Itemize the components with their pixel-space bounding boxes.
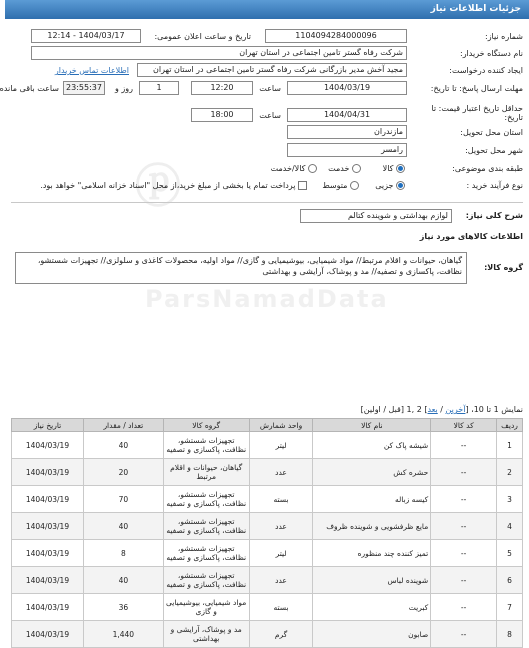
- announce-label: تاریخ و ساعت اعلان عمومی:: [154, 32, 251, 41]
- buyer-label: نام دستگاه خریدار:: [460, 49, 523, 58]
- need-date-cell: 1404/03/19: [12, 567, 84, 594]
- item-name-cell: مایع ظرفشویی و شوینده ظروف: [313, 513, 431, 540]
- row-number-cell: 1: [497, 432, 523, 459]
- deadline-date-field: 1404/03/19: [287, 81, 407, 95]
- days-remaining-field: 1: [139, 81, 179, 95]
- watermark-text: ParsNamadData: [145, 285, 389, 313]
- quantity-cell: 1,440: [83, 621, 163, 648]
- group-cell: تجهیزات شستشو، نظافت، پاکسازی و تصفیه: [163, 513, 249, 540]
- row-number-cell: 3: [497, 486, 523, 513]
- category-label: طبقه بندی موضوعی:: [452, 164, 523, 173]
- pager-last-link[interactable]: آخرین: [445, 405, 466, 414]
- divider: [11, 202, 523, 203]
- time-remaining-label: ساعت باقی مانده: [0, 84, 59, 93]
- group-cell: تجهیزات شستشو، نظافت، پاکسازی و تصفیه: [163, 432, 249, 459]
- table-row[interactable]: [12, 513, 523, 540]
- row-number-cell: 7: [497, 594, 523, 621]
- item-name-cell: شیشه پاک کن: [313, 432, 431, 459]
- item-name-cell: کبریت: [313, 594, 431, 621]
- col-item-code: کد کالا: [431, 419, 497, 432]
- announce-field: 1404/03/17 - 12:14: [31, 29, 141, 43]
- creator-field: مجید آخش مدیر بازرگانی شرکت رفاه گستر تامین اجتماعی در استان تهران: [137, 63, 407, 77]
- table-row[interactable]: [12, 567, 523, 594]
- table-row[interactable]: [12, 486, 523, 513]
- days-label: روز و: [115, 84, 133, 93]
- row-number-cell: 6: [497, 567, 523, 594]
- validity-label: حداقل تاریخ اعتبار قیمت: تا تاریخ:: [431, 104, 523, 122]
- group-cell: تجهیزات شستشو، نظافت، پاکسازی و تصفیه: [163, 540, 249, 567]
- buyer-contact-link[interactable]: اطلاعات تماس خریدار: [54, 66, 129, 75]
- item-name-cell: کیسه زباله: [313, 486, 431, 513]
- col-need-date: تاریخ نیاز: [12, 419, 84, 432]
- quantity-cell: 8: [83, 540, 163, 567]
- checkbox-icon: [298, 181, 307, 190]
- item-code-cell: --: [431, 594, 497, 621]
- unit-cell: بسته: [249, 486, 313, 513]
- unit-cell: بسته: [249, 594, 313, 621]
- unit-cell: عدد: [249, 567, 313, 594]
- quantity-cell: 40: [83, 432, 163, 459]
- goods-group-field: گیاهان، حیوانات و اقلام مرتبط// مواد شیمیایی، بیوشیمیایی و گازی// مواد اولیه، محصولات کاغذی و سلولزی// تجهیزات شستشو، نظافت، پاکسازی و تصفیه// مد و پوشاک، آرایشی و بهداشتی: [15, 252, 467, 284]
- col-item-name: نام کالا: [313, 419, 431, 432]
- group-cell: تجهیزات شستشو، نظافت، پاکسازی و تصفیه: [163, 567, 249, 594]
- need-date-cell: 1404/03/19: [12, 540, 84, 567]
- radio-icon: [396, 164, 405, 173]
- table-row[interactable]: [12, 540, 523, 567]
- deadline-time-field: 12:20: [191, 81, 253, 95]
- page-title-bar: [5, 0, 529, 19]
- deadline-time-label: ساعت: [259, 84, 281, 93]
- radio-icon: [396, 181, 405, 190]
- need-date-cell: 1404/03/19: [12, 432, 84, 459]
- need-number-field: 1104094284000096: [265, 29, 407, 43]
- table-row[interactable]: [12, 621, 523, 648]
- need-date-cell: 1404/03/19: [12, 513, 84, 540]
- unit-cell: عدد: [249, 513, 313, 540]
- col-quantity: تعداد / مقدار: [83, 419, 163, 432]
- unit-cell: عدد: [249, 459, 313, 486]
- city-field: رامسر: [287, 143, 407, 157]
- table-row[interactable]: [12, 459, 523, 486]
- page-title: جزئیات اطلاعات نیاز: [430, 4, 521, 14]
- col-unit: واحد شمارش: [249, 419, 313, 432]
- process-option-medium[interactable]: متوسط: [322, 178, 359, 194]
- radio-icon: [352, 164, 361, 173]
- row-need-number: [5, 29, 529, 47]
- category-option-goods[interactable]: کالا: [383, 161, 405, 177]
- province-label: استان محل تحویل:: [460, 128, 523, 137]
- row-process: [5, 178, 529, 196]
- summary-label: شرح کلی نیاز:: [465, 211, 523, 220]
- item-code-cell: --: [431, 486, 497, 513]
- row-number-cell: 8: [497, 621, 523, 648]
- group-cell: تجهیزات شستشو، نظافت، پاکسازی و تصفیه: [163, 486, 249, 513]
- row-buyer: [5, 46, 529, 64]
- row-number-cell: 4: [497, 513, 523, 540]
- category-option-service[interactable]: خدمت: [328, 161, 361, 177]
- validity-time-field: 18:00: [191, 108, 253, 122]
- item-code-cell: --: [431, 567, 497, 594]
- category-option-both[interactable]: کالا/خدمت: [271, 161, 317, 177]
- group-cell: مد و پوشاک، آرایشی و بهداشتی: [163, 621, 249, 648]
- table-header-row: [12, 419, 523, 432]
- need-date-cell: 1404/03/19: [12, 594, 84, 621]
- col-row-number: ردیف: [497, 419, 523, 432]
- quantity-cell: 40: [83, 513, 163, 540]
- row-number-cell: 5: [497, 540, 523, 567]
- quantity-cell: 70: [83, 486, 163, 513]
- quantity-cell: 20: [83, 459, 163, 486]
- row-creator: [5, 63, 529, 81]
- summary-field: لوازم بهداشتی و شوینده کتالم: [300, 209, 452, 223]
- buyer-field: شرکت رفاه گستر تامین اجتماعی در استان تهران: [31, 46, 407, 60]
- need-date-cell: 1404/03/19: [12, 459, 84, 486]
- province-field: مازندران: [287, 125, 407, 139]
- time-remaining-field: 23:55:37: [63, 81, 105, 95]
- col-group: گروه کالا: [163, 419, 249, 432]
- pagination: نمایش 1 تا 10، [آخرین / بعد] 2 ,1 [قبل / اولین]: [360, 405, 523, 414]
- unit-cell: لیتر: [249, 432, 313, 459]
- row-province: [5, 125, 529, 143]
- item-name-cell: شوینده لباس: [313, 567, 431, 594]
- item-name-cell: حشره کش: [313, 459, 431, 486]
- creator-label: ایجاد کننده درخواست:: [449, 66, 523, 75]
- table-row[interactable]: [12, 594, 523, 621]
- radio-icon: [308, 164, 317, 173]
- unit-cell: گرم: [249, 621, 313, 648]
- quantity-cell: 36: [83, 594, 163, 621]
- pager-next-link[interactable]: بعد: [427, 405, 438, 414]
- goods-info-title: اطلاعات کالاهای مورد نیاز: [419, 232, 523, 241]
- row-category: [5, 161, 529, 179]
- item-code-cell: --: [431, 540, 497, 567]
- item-name-cell: تمیز کننده چند منظوره: [313, 540, 431, 567]
- group-cell: مواد شیمیایی، بیوشیمیایی و گازی: [163, 594, 249, 621]
- need-date-cell: 1404/03/19: [12, 486, 84, 513]
- radio-icon: [350, 181, 359, 190]
- need-number-label: شماره نیاز:: [485, 32, 523, 41]
- watermark-logo: ⓟ: [135, 159, 185, 213]
- validity-date-field: 1404/04/31: [287, 108, 407, 122]
- goods-table: [11, 418, 523, 648]
- need-date-cell: 1404/03/19: [12, 621, 84, 648]
- item-code-cell: --: [431, 621, 497, 648]
- item-code-cell: --: [431, 459, 497, 486]
- table-row[interactable]: [12, 432, 523, 459]
- city-label: شهر محل تحویل:: [465, 146, 523, 155]
- goods-group-label: گروه کالا:: [484, 263, 523, 272]
- item-code-cell: --: [431, 432, 497, 459]
- row-deadline: [0, 81, 529, 99]
- validity-time-label: ساعت: [259, 111, 281, 120]
- quantity-cell: 40: [83, 567, 163, 594]
- deadline-label: مهلت ارسال پاسخ: تا تاریخ:: [430, 84, 523, 93]
- process-label: نوع فرآیند خرید :: [466, 181, 523, 190]
- item-code-cell: --: [431, 513, 497, 540]
- treasury-payment-checkbox[interactable]: پرداخت تمام یا بخشی از مبلغ خرید،از محل "اسناد خزانه اسلامی" خواهد بود.: [40, 178, 307, 194]
- group-cell: گیاهان، حیوانات و اقلام مرتبط: [163, 459, 249, 486]
- row-number-cell: 2: [497, 459, 523, 486]
- row-validity: [5, 104, 529, 122]
- unit-cell: لیتر: [249, 540, 313, 567]
- row-city: [5, 143, 529, 161]
- process-option-minor[interactable]: جزیی: [375, 178, 405, 194]
- item-name-cell: صابون: [313, 621, 431, 648]
